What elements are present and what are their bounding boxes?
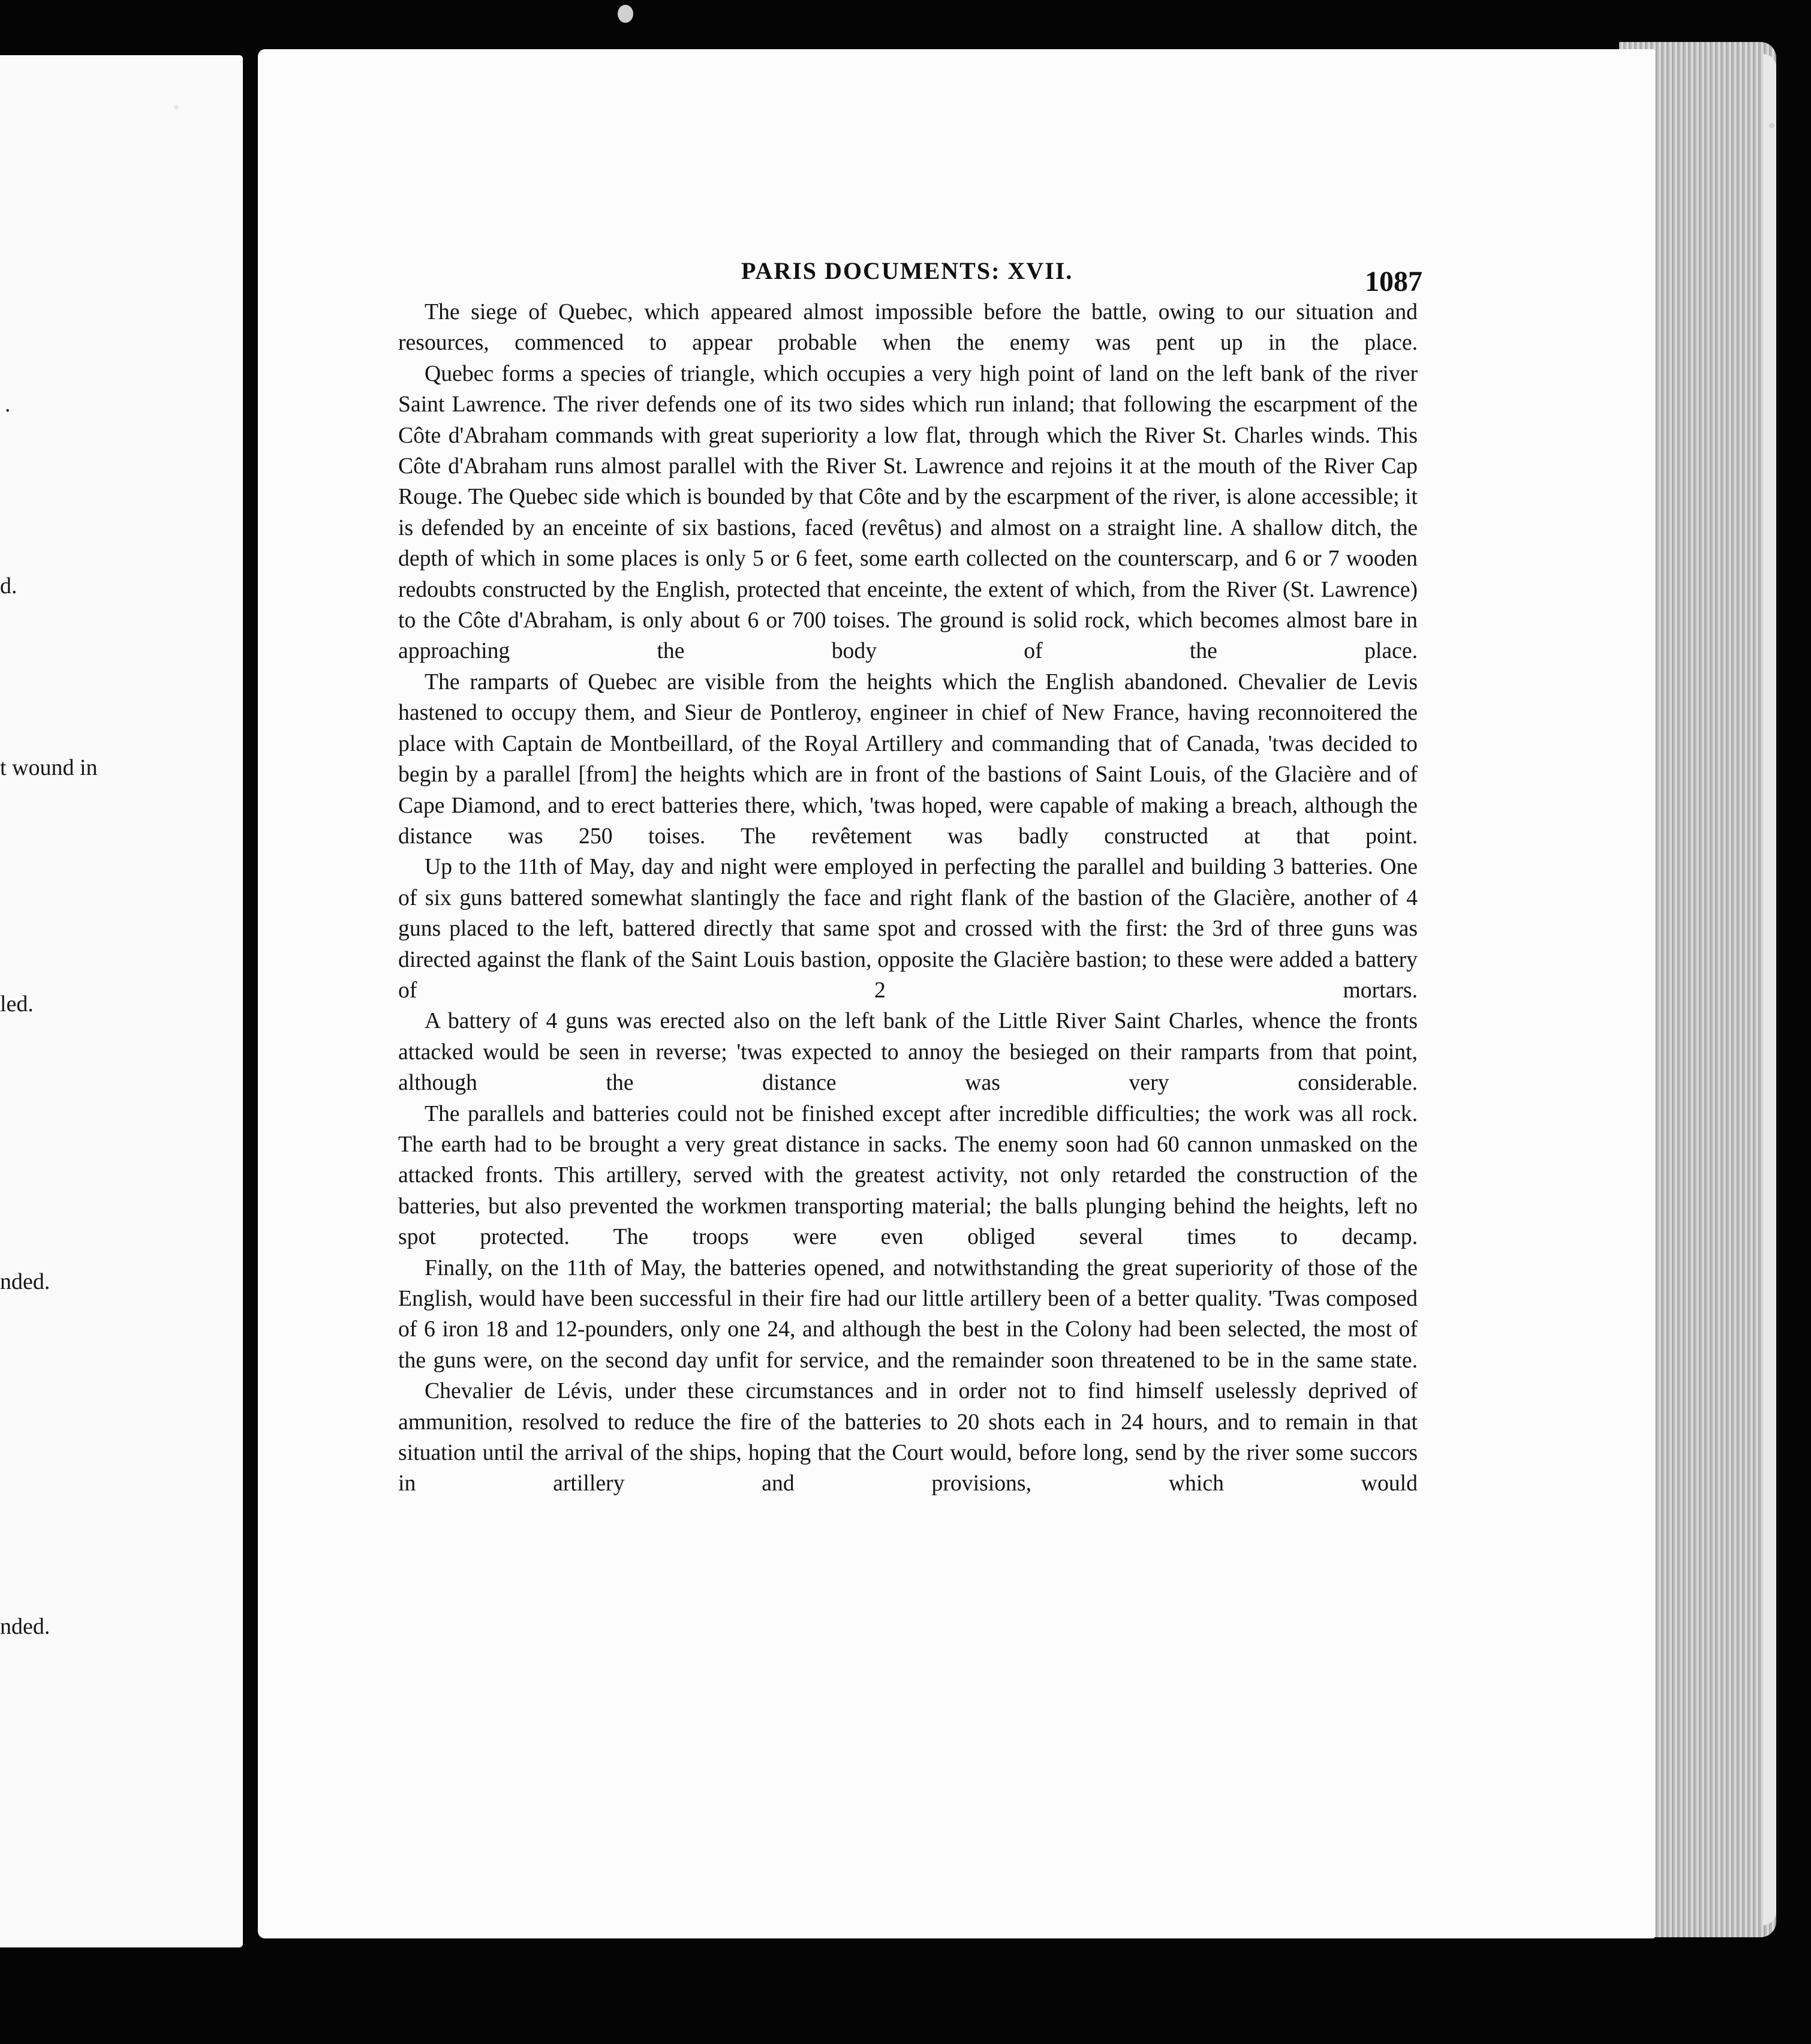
running-header: PARIS DOCUMENTS: XVII. (741, 257, 1073, 284)
paragraph: Up to the 11th of May, day and night were employed in perfecting the parallel and building 3 batteries. One of six guns battered somewhat slantingly the face and right flank of the bastion of the Glacière, another of 4 guns placed to the left, battered directly that same spot and crossed with the first: the 3rd of three guns was directed against the flank of the Saint Louis bastion, opposite the Glacière bastion; to these were added a battery of 2 mortars. (398, 854, 1418, 1003)
scan-speck (1769, 123, 1774, 128)
left-page-fragment: . (5, 392, 11, 417)
paragraph: Chevalier de Lévis, under these circumstances and in order not to find himself uselessly deprived of ammunition, resolved to reduce the fire of the batteries to 20 shots each in 24 hours, and to remain in that situation until the arrival of the ships, hoping that the Court would, before long, send by the river some succors in artillery and provisions, which would (398, 1378, 1418, 1496)
paragraph: A battery of 4 guns was erected also on the left bank of the Little River Saint Charles, whence the fronts attacked would be seen in reverse; 'twas expected to annoy the besieged on their ramparts from that point, although the distance was very considerable. (398, 1008, 1418, 1096)
page-edge-highlight (1763, 54, 1776, 1925)
left-page-fragment: nded. (0, 1614, 50, 1639)
page-number: 1087 (1365, 266, 1422, 297)
book-gutter (243, 55, 260, 1947)
left-page-fragment: d. (0, 573, 17, 599)
left-page-fragment: t wound in (0, 755, 98, 780)
paragraph: The siege of Quebec, which appeared almost impossible before the battle, owing to our situation and resources, commenced to appear probable when the enemy was pent up in the place. (398, 299, 1418, 356)
scan-speck (618, 5, 633, 23)
paragraph: The parallels and batteries could not be finished except after incredible difficulties; the work was all rock. The earth had to be brought a very great distance in sacks. The enemy soon had 60 cannon unmasked on the attacked fronts. This artillery, served with the greatest activity, not only retarded the construction of the batteries, but also prevented the workmen transporting material; the balls plunging behind the heights, left no spot protected. The troops were even obliged several times to decamp. (398, 1101, 1418, 1250)
left-page-fragment: led. (0, 991, 34, 1017)
paragraph: Finally, on the 11th of May, the batteries opened, and notwithstanding the great superiority of those of the English, would have been successful in their fire had our little artillery been of a better quality. 'Twas composed of 6 iron 18 and 12-pounders, only one 24, and although the best in the Colony had been selected, the most of the guns were, on the second day unfit for service, and the remainder soon threatened to be in the same state. (398, 1255, 1418, 1373)
paragraph: Quebec forms a species of triangle, which occupies a very high point of land on the left bank of the river Saint Lawrence. The river defends one of its two sides which run inland; that following the escarpment of the Côte d'Abraham commands with great superiority a low flat, through which the River St. Charles winds. This Côte d'Abraham runs almost parallel with the River St. Lawrence and rejoins it at the mouth of the River Cap Rouge. The Quebec side which is bounded by that Côte and by the escarpment of the river, is alone accessible; it is defended by an enceinte of six bastions, faced (revêtus) and almost on a straight line. A shallow ditch, the depth of which in some places is only 5 or 6 feet, some earth collected on the counterscarp, and 6 or 7 wooden redoubts constructed by the English, protected that enceinte, the extent of which, from the River (St. Lawrence) to the Côte d'Abraham, is only about 6 or 700 toises. The ground is solid rock, which becomes almost bare in approaching the body of the place. (398, 360, 1418, 664)
left-page-fragment: nded. (0, 1269, 50, 1294)
left-page (0, 55, 243, 1947)
scan-speck (174, 105, 179, 110)
body-text (398, 297, 1418, 1499)
paragraph: The ramparts of Quebec are visible from the heights which the English abandoned. Chevalier de Levis hastened to occupy them, and Sieur de Pontleroy, engineer in chief of New France, having reconnoitered the place with Captain de Montbeillard, of the Royal Artillery and commanding that of Canada, 'twas decided to begin by a parallel [from] the heights which are in front of the bastions of Saint Louis, of the Glacière and of Cape Diamond, and to erect batteries there, which, 'twas hoped, were capable of making a breach, although the distance was 250 toises. The revêtement was badly constructed at that point. (398, 669, 1418, 849)
